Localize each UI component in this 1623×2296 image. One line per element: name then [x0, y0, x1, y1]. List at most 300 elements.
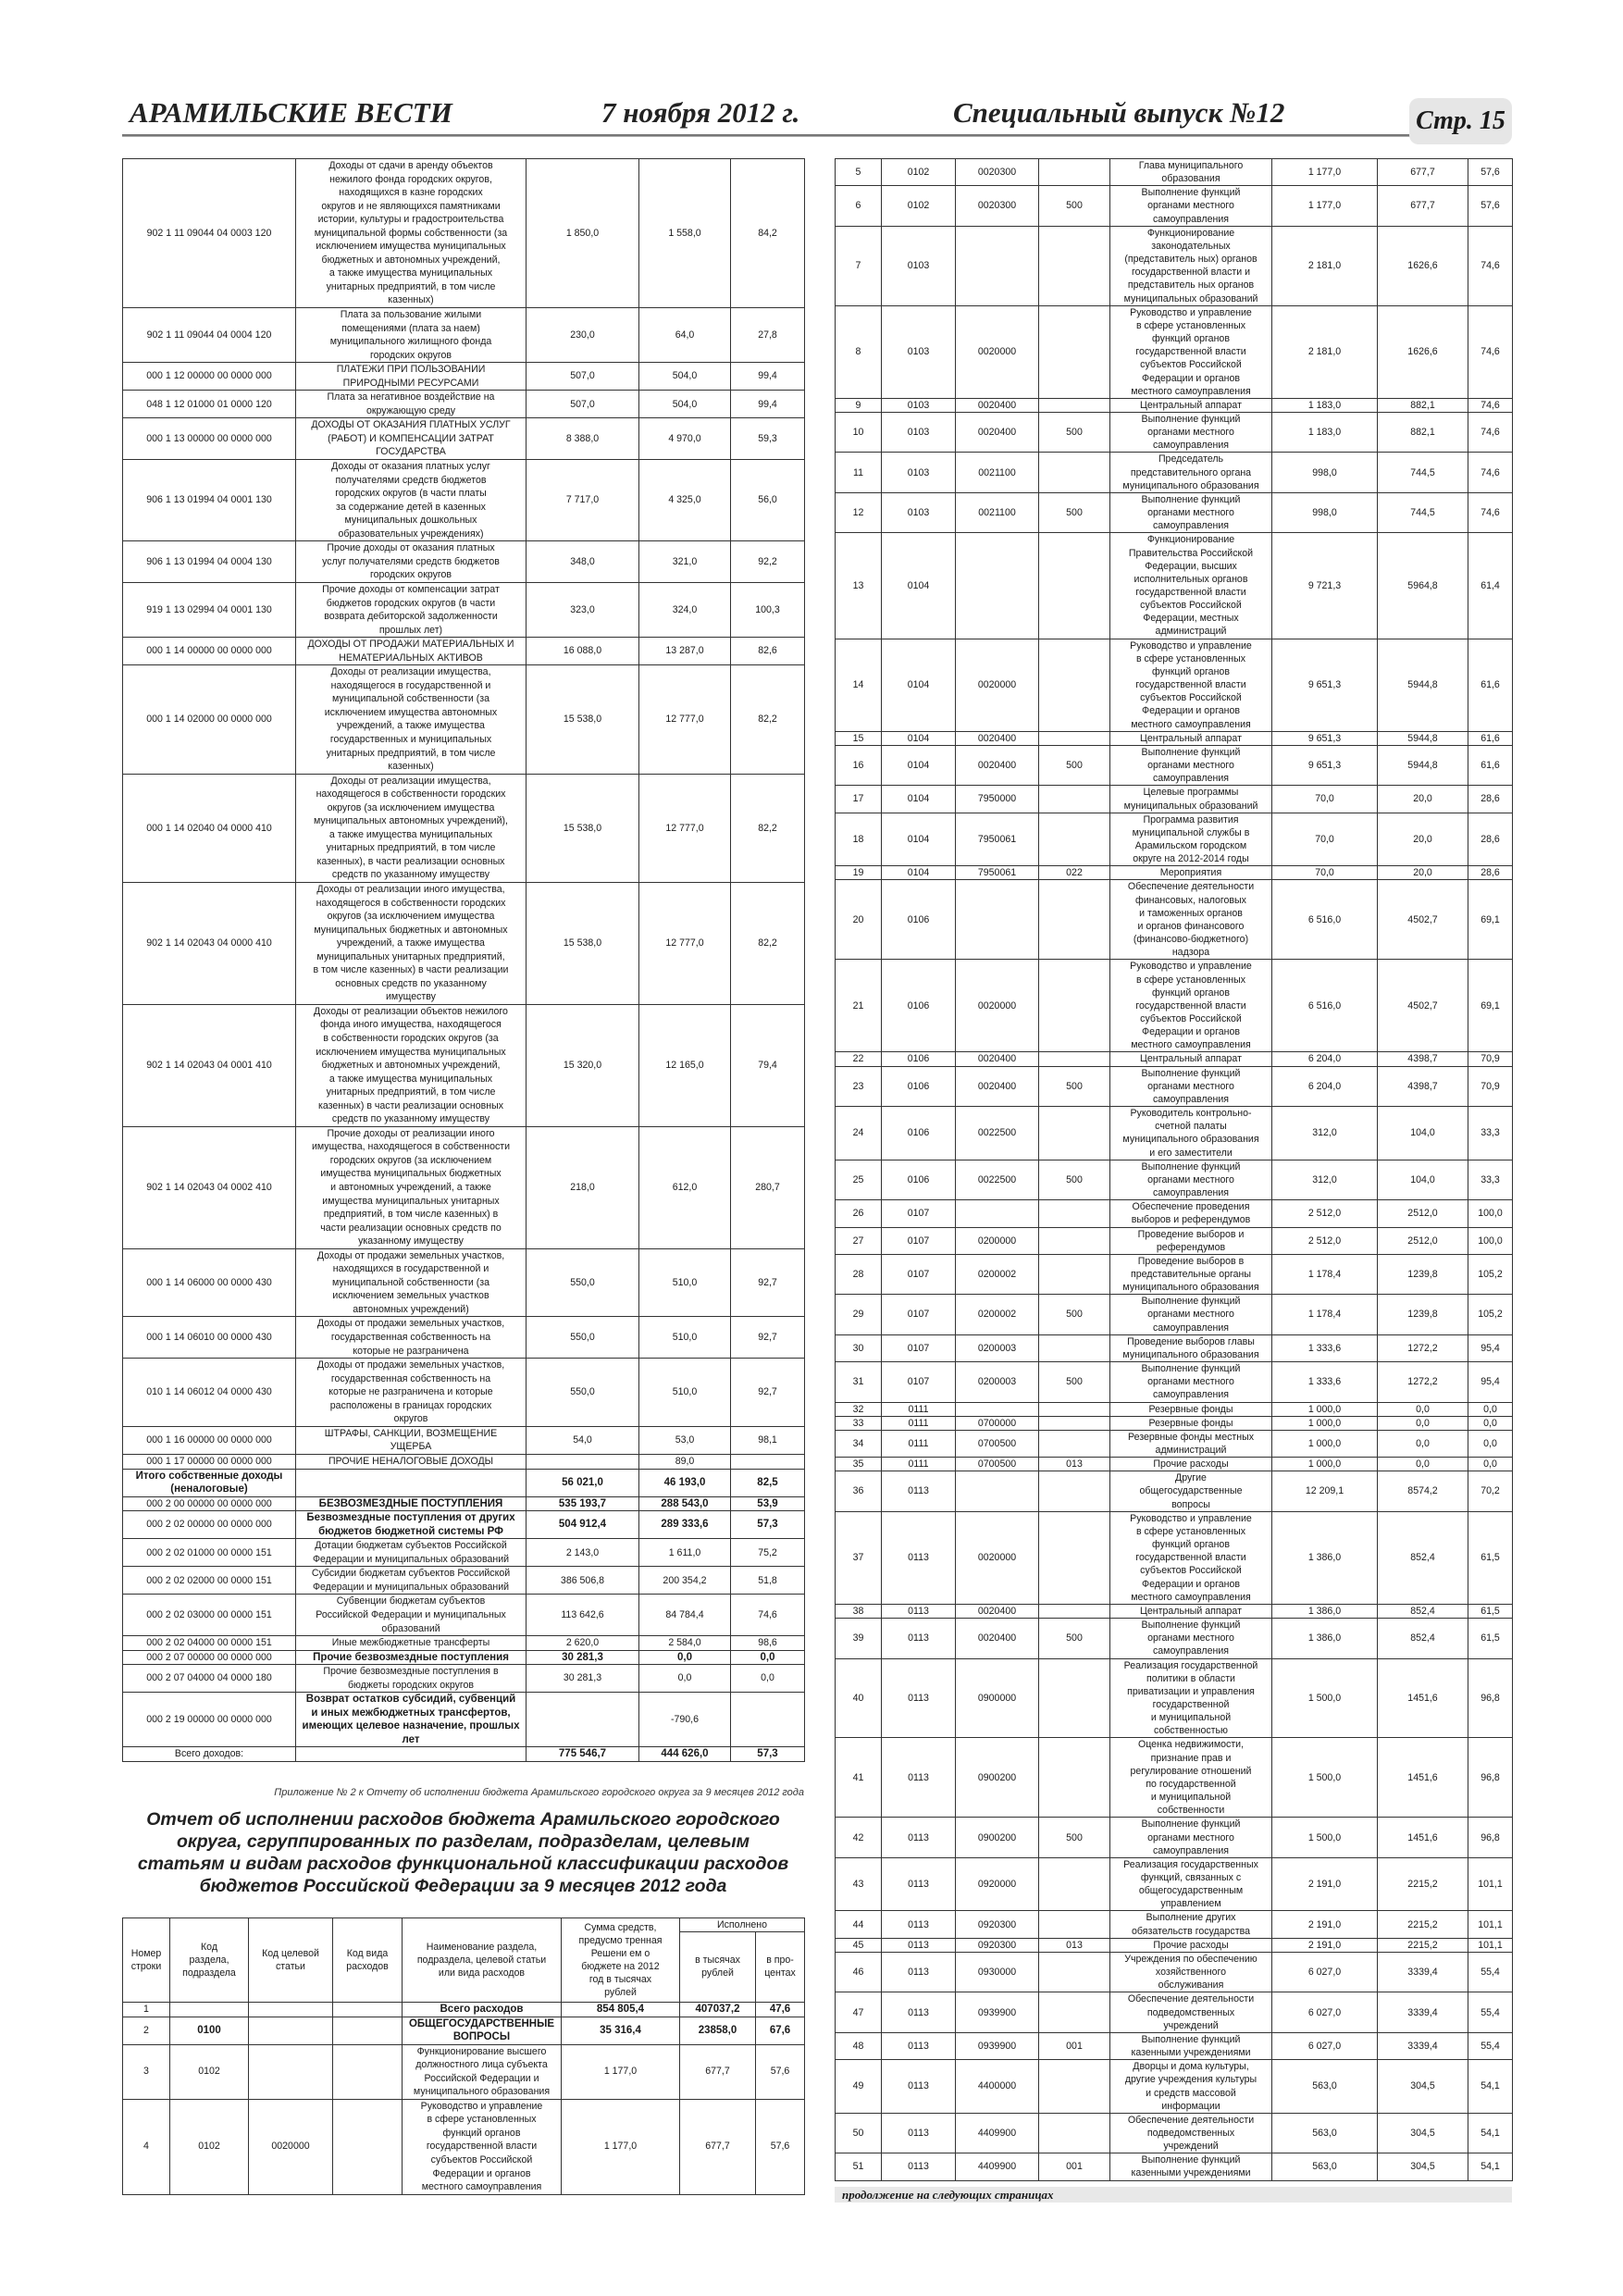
planned-amount: 775 546,7 [527, 1747, 639, 1762]
expense-name: Обеспечение деятельности финансовых, налоговых и таможенных органов и органов финансового (финансово-бюджетного) надзора [1110, 880, 1272, 960]
executed-percent: 0,0 [1468, 1458, 1513, 1471]
executed-percent: 57,6 [1468, 186, 1513, 226]
executed-percent: 55,4 [1468, 2032, 1513, 2059]
executed-amount: 407037,2 [680, 2002, 756, 2017]
section-code: 0107 [882, 1334, 956, 1361]
planned-amount: 507,0 [527, 363, 639, 391]
section-code: 0113 [882, 1658, 956, 1738]
expense-name: Руководство и управление в сфере установленных функций органов государственной власти субъектов Российской Федерации и органов местного самоуправления [1110, 305, 1272, 398]
target-code [956, 533, 1039, 639]
executed-amount: 2512,0 [1378, 1200, 1468, 1227]
planned-amount: 15 320,0 [527, 1004, 639, 1126]
table-row [123, 1567, 805, 1595]
target-code: 0930000 [956, 1952, 1039, 1992]
expense-kind-code [1039, 731, 1110, 745]
budget-code: 000 1 16 00000 00 0000 000 [123, 1426, 296, 1454]
table-row [836, 305, 1513, 398]
income-description: Доходы от продажи земельных участков, находящихся в государственной и муниципальной собственности (за исключением земельных участков автономных учреждений) [296, 1248, 527, 1317]
row-number: 14 [836, 639, 882, 731]
executed-percent: 69,1 [1468, 960, 1513, 1052]
planned-amount: 550,0 [527, 1317, 639, 1359]
executed-amount: 677,7 [1378, 159, 1468, 186]
row-number: 9 [836, 398, 882, 412]
section-code: 0102 [882, 186, 956, 226]
expense-kind-code: 500 [1039, 745, 1110, 785]
newspaper-title: АРАМИЛЬСКИЕ ВЕСТИ [130, 96, 452, 129]
expense-name: Выполнение функций органами местного самоуправления [1110, 1295, 1272, 1334]
expense-name: Функционирование законодательных (представитель ных) органов государственной власти и представитель ных органов муниципальных образований [1110, 226, 1272, 305]
executed-amount: 1451,6 [1378, 1658, 1468, 1738]
budget-code: 902 1 11 09044 04 0004 120 [123, 308, 296, 363]
expense-kind-code: 500 [1039, 1066, 1110, 1106]
planned-amount [527, 1454, 639, 1469]
executed-amount: 0,0 [639, 1650, 731, 1665]
executed-percent: 47,6 [756, 2002, 805, 2017]
executed-percent: 74,6 [1468, 398, 1513, 412]
executed-percent: 74,6 [731, 1595, 805, 1636]
income-description: Доходы от реализации имущества, находящегося в государственной и муниципальной собственности (за исключением имущества автономных учреждений, а также имущества государственных и муниципальных унитарных предприятий, в том числе казенных) [296, 665, 527, 774]
expense-name: ОБЩЕГОСУДАРСТВЕННЫЕ ВОПРОСЫ [403, 2017, 562, 2044]
section-code: 0107 [882, 1362, 956, 1402]
planned-amount: 1 333,6 [1272, 1362, 1378, 1402]
executed-amount: 1 558,0 [639, 159, 731, 308]
income-description: Прочие доходы от компенсации затрат бюджетов городских округов (в части возврата дебиторской задолженности прошлых лет) [296, 582, 527, 637]
table-row [123, 1650, 805, 1665]
executed-percent: 92,7 [731, 1248, 805, 1317]
table-row [123, 1426, 805, 1454]
executed-percent: 74,6 [1468, 305, 1513, 398]
row-number: 10 [836, 412, 882, 452]
budget-code: 000 1 14 06000 00 0000 430 [123, 1248, 296, 1317]
expense-kind-code: 022 [1039, 866, 1110, 880]
table-row [836, 1738, 1513, 1818]
planned-amount: 348,0 [527, 541, 639, 583]
executed-amount: 677,7 [1378, 186, 1468, 226]
table-row [123, 638, 805, 665]
executed-amount: 0,0 [639, 1665, 731, 1693]
budget-code: 902 1 11 09044 04 0003 120 [123, 159, 296, 308]
executed-percent: 61,5 [1468, 1619, 1513, 1658]
section-code: 0113 [882, 1992, 956, 2032]
executed-percent: 70,2 [1468, 1471, 1513, 1511]
table-row [123, 1747, 805, 1762]
planned-amount: 6 516,0 [1272, 960, 1378, 1052]
table-row [123, 541, 805, 583]
target-code: 0022500 [956, 1107, 1039, 1160]
section-code: 0100 [170, 2017, 249, 2044]
expense-name: Выполнение других обязательств государства [1110, 1911, 1272, 1938]
target-code: 7950061 [956, 813, 1039, 866]
executed-percent: 101,1 [1468, 1911, 1513, 1938]
budget-code: 902 1 14 02043 04 0002 410 [123, 1126, 296, 1248]
executed-percent: 57,3 [731, 1511, 805, 1539]
executed-percent: 61,5 [1468, 1511, 1513, 1604]
report-title: Отчет об исполнении расходов бюджета Арамильского городского округа, сгруппированных по разделам, подразделам, целевым статьям и видам расходов функциональной классификации расходов бюджетов Российской Федерации за 9 месяцев 2012 года [137, 1808, 789, 1896]
planned-amount: 1 386,0 [1272, 1604, 1378, 1618]
table-row [836, 1511, 1513, 1604]
section-code: 0106 [882, 1107, 956, 1160]
income-description: ДОХОДЫ ОТ ОКАЗАНИЯ ПЛАТНЫХ УСЛУГ (РАБОТ) И КОМПЕНСАЦИИ ЗАТРАТ ГОСУДАРСТВА [296, 418, 527, 460]
planned-amount: 1 500,0 [1272, 1818, 1378, 1857]
target-code [956, 1402, 1039, 1416]
target-code: 0700000 [956, 1416, 1039, 1430]
expense-name: Центральный аппарат [1110, 1052, 1272, 1066]
table-row [836, 453, 1513, 492]
table-row [836, 398, 1513, 412]
left-column [122, 158, 804, 2195]
planned-amount: 2 143,0 [527, 1539, 639, 1567]
expense-kind-code [1039, 813, 1110, 866]
expense-name: Выполнение функций органами местного самоуправления [1110, 1362, 1272, 1402]
row-number: 49 [836, 2060, 882, 2114]
executed-percent: 55,4 [1468, 1992, 1513, 2032]
row-number: 50 [836, 2113, 882, 2153]
executed-percent: 98,1 [731, 1426, 805, 1454]
target-code: 0020400 [956, 398, 1039, 412]
planned-amount: 1 000,0 [1272, 1402, 1378, 1416]
executed-amount: 504,0 [639, 391, 731, 418]
executed-amount: 104,0 [1378, 1160, 1468, 1199]
target-code: 0920300 [956, 1911, 1039, 1938]
planned-amount: 2 181,0 [1272, 226, 1378, 305]
expense-name: Центральный аппарат [1110, 731, 1272, 745]
budget-code: 000 1 14 00000 00 0000 000 [123, 638, 296, 665]
planned-amount: 6 516,0 [1272, 880, 1378, 960]
income-description: Субсидии бюджетам субъектов Российской Федерации и муниципальных образований [296, 1567, 527, 1595]
target-code: 0020000 [956, 305, 1039, 398]
expense-table-part1 [122, 1917, 805, 2195]
executed-percent: 105,2 [1468, 1254, 1513, 1294]
section-code: 0103 [882, 492, 956, 532]
expense-kind-code: 500 [1039, 186, 1110, 226]
section-code: 0113 [882, 1857, 956, 1911]
section-code: 0103 [882, 226, 956, 305]
expense-kind-code [1039, 1402, 1110, 1416]
row-number: 38 [836, 1604, 882, 1618]
row-number: 26 [836, 1200, 882, 1227]
executed-amount: 1 611,0 [639, 1539, 731, 1567]
executed-amount: 0,0 [1378, 1416, 1468, 1430]
row-number: 18 [836, 813, 882, 866]
executed-amount: 4398,7 [1378, 1052, 1468, 1066]
executed-percent: 99,4 [731, 363, 805, 391]
table-row [836, 1052, 1513, 1066]
planned-amount: 1 386,0 [1272, 1511, 1378, 1604]
row-number: 23 [836, 1066, 882, 1106]
income-description: Дотации бюджетам субъектов Российской Федерации и муниципальных образований [296, 1539, 527, 1567]
executed-percent: 75,2 [731, 1539, 805, 1567]
executed-percent: 0,0 [1468, 1416, 1513, 1430]
executed-amount: 3339,4 [1378, 1992, 1468, 2032]
executed-amount: 89,0 [639, 1454, 731, 1469]
table-row [123, 159, 805, 308]
budget-code: 000 2 07 04000 04 0000 180 [123, 1665, 296, 1693]
expense-kind-code: 013 [1039, 1458, 1110, 1471]
income-description: Доходы от оказания платных услуг получателями средств бюджетов городских округов (в части платы за содержание детей в казенных муниципальных дошкольных образовательных учреждениях) [296, 460, 527, 541]
income-description: ПРОЧИЕ НЕНАЛОГОВЫЕ ДОХОДЫ [296, 1454, 527, 1469]
executed-amount: 23858,0 [680, 2017, 756, 2044]
executed-percent: 33,3 [1468, 1107, 1513, 1160]
table-row [836, 1334, 1513, 1361]
planned-amount: 312,0 [1272, 1160, 1378, 1199]
expense-name: Функционирование высшего должностного лица субъекта Российской Федерации и муниципального образования [403, 2044, 562, 2099]
planned-amount: 386 506,8 [527, 1567, 639, 1595]
col-header-executed-pct: в про- центах [756, 1931, 805, 2002]
target-code: 7950061 [956, 866, 1039, 880]
section-code [170, 2002, 249, 2017]
table-row [123, 363, 805, 391]
budget-code: 000 2 19 00000 00 0000 000 [123, 1693, 296, 1747]
income-description: ДОХОДЫ ОТ ПРОДАЖИ МАТЕРИАЛЬНЫХ И НЕМАТЕРИАЛЬНЫХ АКТИВОВ [296, 638, 527, 665]
executed-amount: 677,7 [680, 2044, 756, 2099]
planned-amount: 550,0 [527, 1359, 639, 1427]
planned-amount: 550,0 [527, 1248, 639, 1317]
expense-kind-code [1039, 639, 1110, 731]
planned-amount: 9 721,3 [1272, 533, 1378, 639]
planned-amount: 15 538,0 [527, 665, 639, 774]
table-row [123, 308, 805, 363]
table-row [836, 731, 1513, 745]
planned-amount: 323,0 [527, 582, 639, 637]
executed-percent: 53,9 [731, 1496, 805, 1511]
table-row [123, 2044, 805, 2099]
expense-name: Прочие расходы [1110, 1938, 1272, 1952]
planned-amount: 2 191,0 [1272, 1938, 1378, 1952]
executed-percent: 70,9 [1468, 1052, 1513, 1066]
section-code: 0113 [882, 1818, 956, 1857]
section-code: 0103 [882, 412, 956, 452]
expense-kind-code [1039, 398, 1110, 412]
table-row [836, 1458, 1513, 1471]
table-row [123, 2099, 805, 2194]
expense-kind-code: 500 [1039, 412, 1110, 452]
table-row [836, 1619, 1513, 1658]
section-code: 0104 [882, 813, 956, 866]
target-code [249, 2002, 333, 2017]
col-header-name: Наименование раздела, подраздела, целевой статьи или вида расходов [403, 1917, 562, 2002]
executed-percent: 92,7 [731, 1359, 805, 1427]
table-row [123, 391, 805, 418]
target-code: 0020400 [956, 1619, 1039, 1658]
target-code: 0020000 [956, 960, 1039, 1052]
col-header-section-code: Код раздела, подраздела [170, 1917, 249, 2002]
income-description: Иные межбюджетные трансферты [296, 1636, 527, 1651]
target-code [249, 2044, 333, 2099]
executed-amount: 4398,7 [1378, 1066, 1468, 1106]
executed-percent: 96,8 [1468, 1738, 1513, 1818]
income-description [296, 1747, 527, 1762]
income-description: Прочие безвозмездные поступления в бюджеты городских округов [296, 1665, 527, 1693]
executed-percent: 0,0 [1468, 1430, 1513, 1457]
income-description: Доходы от реализации имущества, находящегося в собственности городских округов (за исключением имущества муниципальных автономных учреждений), а также имущества муниципальных унитарных предприятий, в том числе казенных), в части реализации основных средств по указанному имуществу [296, 774, 527, 882]
income-description: БЕЗВОЗМЕЗДНЫЕ ПОСТУПЛЕНИЯ [296, 1496, 527, 1511]
section-code: 0113 [882, 1604, 956, 1618]
expense-name: Выполнение функций органами местного самоуправления [1110, 1160, 1272, 1199]
table-row [836, 1857, 1513, 1911]
expense-kind-code [1039, 1334, 1110, 1361]
row-number: 39 [836, 1619, 882, 1658]
expense-name: Реализация государственной политики в области приватизации и управления государственной и муниципальной собственностью [1110, 1658, 1272, 1738]
executed-amount: 504,0 [639, 363, 731, 391]
section-code: 0113 [882, 2060, 956, 2114]
row-number: 2 [123, 2017, 170, 2044]
executed-amount: 8574,2 [1378, 1471, 1468, 1511]
executed-amount: 3339,4 [1378, 2032, 1468, 2059]
planned-amount: 113 642,6 [527, 1595, 639, 1636]
expense-kind-code: 500 [1039, 492, 1110, 532]
expense-kind-code [1039, 159, 1110, 186]
planned-amount: 230,0 [527, 308, 639, 363]
budget-code: Итого собственные доходы (неналоговые) [123, 1469, 296, 1496]
expense-name: Председатель представительного органа муниципального образования [1110, 453, 1272, 492]
executed-percent: 82,5 [731, 1469, 805, 1496]
row-number: 29 [836, 1295, 882, 1334]
planned-amount: 1 333,6 [1272, 1334, 1378, 1361]
table-row [836, 1430, 1513, 1457]
table-row [123, 774, 805, 882]
table-row [836, 159, 1513, 186]
executed-percent: 95,4 [1468, 1362, 1513, 1402]
expense-kind-code [333, 2099, 403, 2194]
table-row [836, 412, 1513, 452]
row-number: 45 [836, 1938, 882, 1952]
table-row [836, 2032, 1513, 2059]
target-code: 0020400 [956, 745, 1039, 785]
section-code: 0113 [882, 1952, 956, 1992]
expense-kind-code: 001 [1039, 2032, 1110, 2059]
section-code: 0107 [882, 1227, 956, 1254]
section-code: 0104 [882, 745, 956, 785]
executed-percent: 98,6 [731, 1636, 805, 1651]
planned-amount: 1 177,0 [562, 2044, 680, 2099]
expense-name: Руководство и управление в сфере установленных функций органов государственной власти субъектов Российской Федерации и органов местного самоуправления [1110, 960, 1272, 1052]
executed-amount: 882,1 [1378, 412, 1468, 452]
col-header-executed-rub: в тысячах рублей [680, 1931, 756, 2002]
planned-amount: 1 178,4 [1272, 1295, 1378, 1334]
planned-amount: 1 178,4 [1272, 1254, 1378, 1294]
expense-name: Выполнение функций органами местного самоуправления [1110, 1818, 1272, 1857]
planned-amount: 70,0 [1272, 866, 1378, 880]
executed-amount: 1451,6 [1378, 1738, 1468, 1818]
planned-amount: 1 386,0 [1272, 1619, 1378, 1658]
planned-amount: 563,0 [1272, 2060, 1378, 2114]
expense-name: Всего расходов [403, 2002, 562, 2017]
expense-name: Резервные фонды местных администраций [1110, 1430, 1272, 1457]
row-number: 6 [836, 186, 882, 226]
target-code: 0020400 [956, 412, 1039, 452]
executed-amount: 852,4 [1378, 1604, 1468, 1618]
expense-name: Дворцы и дома культуры, другие учреждения культуры и средств массовой информации [1110, 2060, 1272, 2114]
executed-percent: 92,2 [731, 541, 805, 583]
executed-percent: 56,0 [731, 460, 805, 541]
expense-kind-code [1039, 1952, 1110, 1992]
row-number: 31 [836, 1362, 882, 1402]
table-row [836, 1604, 1513, 1618]
executed-amount: 5964,8 [1378, 533, 1468, 639]
executed-percent: 0,0 [731, 1665, 805, 1693]
planned-amount: 563,0 [1272, 2113, 1378, 2153]
expense-name: Руководство и управление в сфере установленных функций органов государственной власти субъектов Российской Федерации и органов местного самоуправления [403, 2099, 562, 2194]
income-description [296, 1469, 527, 1496]
expense-kind-code: 500 [1039, 1362, 1110, 1402]
executed-amount: 324,0 [639, 582, 731, 637]
target-code: 0200002 [956, 1295, 1039, 1334]
expense-kind-code [1039, 533, 1110, 639]
table-row [836, 1911, 1513, 1938]
expense-name: Учреждения по обеспечению хозяйственного обслуживания [1110, 1952, 1272, 1992]
table-row [123, 1511, 805, 1539]
income-table [122, 158, 805, 1762]
expense-kind-code [1039, 1738, 1110, 1818]
table-row [836, 2060, 1513, 2114]
planned-amount: 9 651,3 [1272, 639, 1378, 731]
budget-code: 000 2 02 02000 00 0000 151 [123, 1567, 296, 1595]
expense-name: Выполнение функций органами местного самоуправления [1110, 1066, 1272, 1106]
planned-amount: 1 183,0 [1272, 412, 1378, 452]
section-code: 0113 [882, 1511, 956, 1604]
table-row [123, 1469, 805, 1496]
expense-name: Обеспечение деятельности подведомственных учреждений [1110, 2113, 1272, 2153]
executed-amount: 5944,8 [1378, 745, 1468, 785]
target-code: 0200000 [956, 1227, 1039, 1254]
table-row [836, 1818, 1513, 1857]
planned-amount: 1 500,0 [1272, 1658, 1378, 1738]
expense-name: Программа развития муниципальной службы в Арамильском городском округе на 2012-2014 годы [1110, 813, 1272, 866]
right-column [835, 158, 1512, 2203]
row-number: 25 [836, 1160, 882, 1199]
income-description: Прочие безвозмездные поступления [296, 1650, 527, 1665]
target-code: 0200002 [956, 1254, 1039, 1294]
executed-percent: 82,2 [731, 882, 805, 1004]
executed-percent: 101,1 [1468, 1857, 1513, 1911]
budget-code: 000 1 17 00000 00 0000 000 [123, 1454, 296, 1469]
budget-code: 000 2 02 01000 00 0000 151 [123, 1539, 296, 1567]
row-number: 46 [836, 1952, 882, 1992]
planned-amount: 35 316,4 [562, 2017, 680, 2044]
budget-code: Всего доходов: [123, 1747, 296, 1762]
expense-kind-code [333, 2002, 403, 2017]
executed-percent: 57,3 [731, 1747, 805, 1762]
section-code: 0106 [882, 1066, 956, 1106]
executed-percent: 51,8 [731, 1567, 805, 1595]
section-code: 0104 [882, 786, 956, 813]
row-number: 32 [836, 1402, 882, 1416]
table-row [123, 882, 805, 1004]
row-number: 34 [836, 1430, 882, 1457]
planned-amount: 2 512,0 [1272, 1200, 1378, 1227]
target-code: 0700500 [956, 1430, 1039, 1457]
target-code: 0020300 [956, 186, 1039, 226]
target-code [956, 1471, 1039, 1511]
planned-amount: 1 500,0 [1272, 1738, 1378, 1818]
executed-amount: 64,0 [639, 308, 731, 363]
executed-percent: 61,4 [1468, 533, 1513, 639]
table-row [836, 2113, 1513, 2153]
section-code: 0102 [170, 2044, 249, 2099]
table-row [836, 880, 1513, 960]
target-code: 0920300 [956, 1938, 1039, 1952]
executed-percent: 0,0 [731, 1650, 805, 1665]
row-number: 13 [836, 533, 882, 639]
expense-name: Другие общегосударственные вопросы [1110, 1471, 1272, 1511]
executed-percent: 69,1 [1468, 880, 1513, 960]
executed-amount: 510,0 [639, 1359, 731, 1427]
executed-percent: 82,6 [731, 638, 805, 665]
row-number: 35 [836, 1458, 882, 1471]
section-code: 0103 [882, 453, 956, 492]
expense-kind-code [1039, 880, 1110, 960]
planned-amount: 15 538,0 [527, 882, 639, 1004]
